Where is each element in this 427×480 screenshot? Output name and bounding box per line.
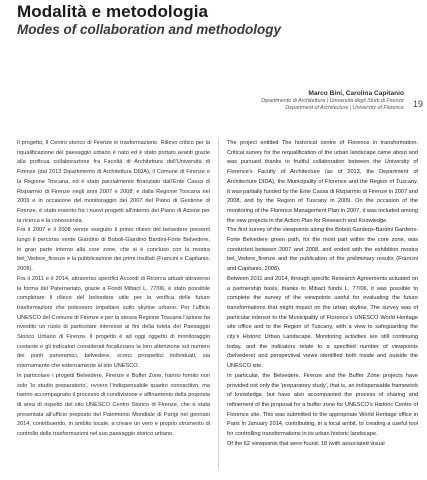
page-title: Modalità e metodologia: [17, 2, 209, 21]
page-subtitle: Modes of collaboration and methodology: [17, 22, 282, 37]
page-number: 19: [412, 99, 423, 109]
english-text-column: [227, 139, 418, 450]
english-paragraph: The first survey of the viewpoints along the Boboli Gardens-Bardini Gardens-Forte Belvedere green path, for the most part within the core zone, was conducted between 2007 and 2008, and ended with the exhibition mostra bel_Vedere_firenze and the publication of the preliminary results (Francini and Capitanio, 2008).: [227, 227, 418, 273]
author-affiliation: [261, 98, 404, 112]
author-names: Marco Bini, Carolina Capitanio: [308, 90, 404, 97]
italian-text-column: [17, 139, 210, 440]
english-paragraph: Between 2011 and 2014, through specific Research Agreements actuated on a partnership basis, thanks to Mibact funds L. 77/06, it was possible to complete the survey of the viewpoints useful for evaluating the future transformations that might impact on the urban skyline. The survey was of particular interest to the Municipality of Florence’s UNESCO World Heritage site office and to the Region of Tuscany, with a view to safeguarding the city’s Historic Urban Landscape. Monitoring activities are still continuing today, and the indicators relate to a specified number of viewpoints (belvedere) and perspectival views identified both inside and outside the UNESCO site.: [227, 275, 418, 370]
italian-paragraph: Fra il 2011 e il 2014, attraverso specifici Accordi di Ricerca attuati attraverso la forma del Paternariato, grazie a Fondi Mibact L. 77/06, è stato possibile completare il rilievo del belvedere utile per la verifica delle future trasformazioni che potessero impattare sullo skyline urbano. Per l’ufficio UNESCO del Comune di Firenze e per la stessa Regione Toscana l’azione ha rivestito un ruolo di particolare interesse ai fini della tutela del Paesaggio Storico Urbano di Firenze. Il progetto è ad oggi oggetto di monitoraggio costante e gli indicatori considerati focalizzano la loro attenzione sul numero dei punti panoramici, belvedere, scorci prospettici individuati, sia internamente che esternamente al sito UNESCO.: [17, 275, 210, 370]
italian-paragraph: Il progetto, Il Centro storico di Firenze in trasformazione. Rilievo critico per la riqualificazione del paesaggio urbano è nato ed è stato portato avanti grazie alla proficua collaborazione fra Facoltà di Architettura dell’Università di Firenze (dal 2013 Dipartimento di Architettura DIDA), il Comune di Firenze e la Regione Toscana, ed è stato parzialmente finanziato dall’Ente Cassa di Risparmio di Firenze negli anni 2007 e 2008; e dalla Regione Toscana nel 2009 e in occasione del monitoraggio del 2007 del Piano di Gestione di Firenze, è stato inserito fra i nuovi progetti all’interno del Piano di Azione per la ricerca e la conoscenza.: [17, 140, 210, 224]
english-paragraph: Of the 62 viewpoints that were found, 18 (with associated visual: [227, 440, 385, 447]
english-paragraph: In particular, the Belvedere, Firenze and the Buffer Zone projects have provided not only the ‘preparatory study’, that is, an indispensable framework of knowledge, but have also accompanied the process of sharing and refinement of the proposal for a buffer zone for UNESCO’s Historic Centre of Florence site. This was submitted to the appropriate World Heritage office in Paris in January 2014, contributing, in a local ambit, to creating a useful tool for controlling transformations in its urban historic landscape.: [227, 372, 418, 438]
affiliation-english: Department of Architecture | University of Florence: [285, 104, 404, 111]
english-paragraph: The project entitled The historical centre of Florence in transformation. Critical survey for the requalification of the urban landscape came about and was pursued thanks to fruitful collaboration between the University of Florence’s Faculty of Architecture (as of 2013, the Department of Architecture DIDA), the Municipality of Florence and the Region of Tuscany. It was partially funded by the Ente Cassa di Risparmio di Firenze in 2007 and 2008, and by the Region of Tuscany in 2009. On the occasion of the monitoring of the Florence Management Plan in 2007, it was included among the new projects in the Action Plan for Research and Knowledge.: [227, 140, 418, 224]
italian-paragraph: Fra il 2007 e il 2008 venne eseguito il primo rilievo del belvedere presenti lungo il percorso verde Giardino di Boboli-Giardino Bardini-Forte Belvedere, in gran parte interno alla core zone, che si è concluso con la mostra bel_Vedere_firenze e la pubblicazione dei primi risultati (Francini e Capitanio, 2008).: [17, 227, 210, 273]
column-divider: [218, 139, 219, 469]
italian-paragraph: In particolare i progetti Belvedere, Firenze e Buffer Zone, hanno fornito non solo ‘lo studio preparatorio’, ovvero l’indispensabile quadro conoscitivo, ma hanno accompagnato il processo di condivisione e affinamento della proposta di area di rispetto del sito UNESCO Centro Storico di Firenze, che è stata presentata all’ufficio preposto del Patrimonio Mondiale di Parigi nel gennaio 2014, contribuendo, in ambito locale, a creare un vero e proprio strumento di controllo delle trasformazioni nel suo paesaggio storico urbano.: [17, 372, 210, 438]
affiliation-italian: Dipartimento di Architettura | Università degli Studi di Firenze: [261, 98, 404, 104]
